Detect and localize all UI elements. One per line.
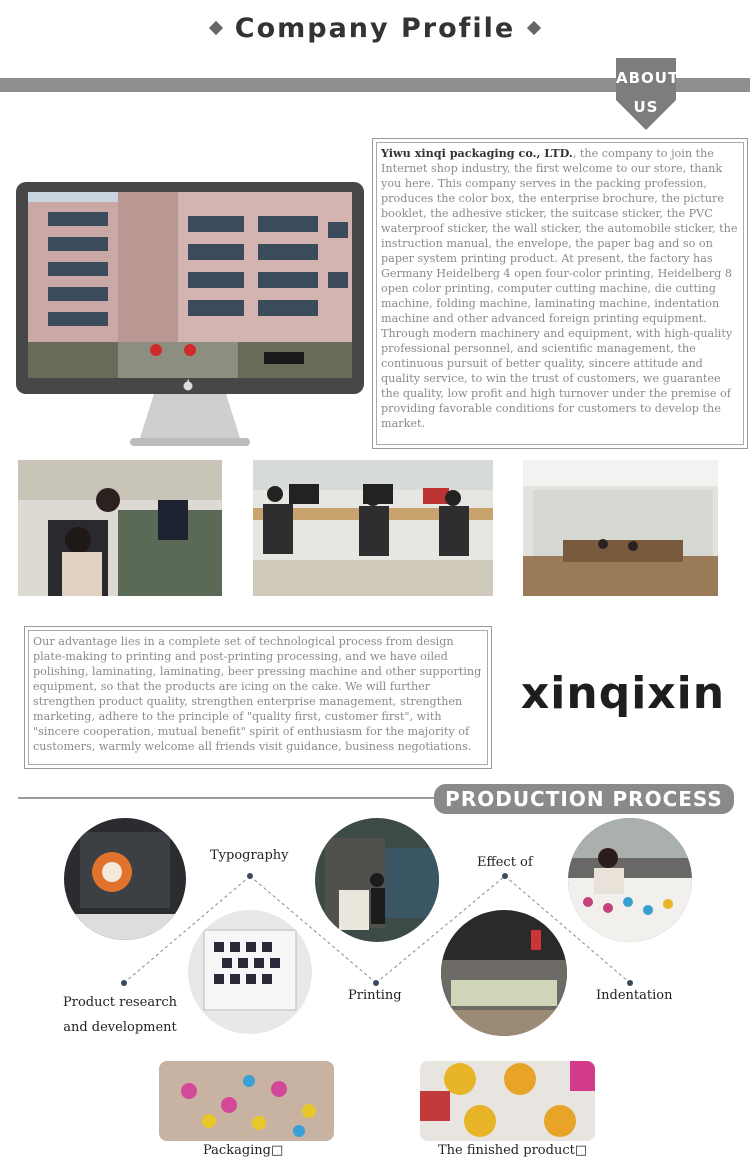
label-finished-product: The finished product□ [438, 1143, 588, 1158]
process-photo-indentation [568, 818, 692, 942]
about-label: ABOUT [616, 69, 680, 87]
page-title: Company Profile [234, 12, 516, 44]
label-indentation: Indentation [596, 988, 673, 1003]
company-name: Yiwu xinqi packaging co., LTD. [381, 146, 573, 160]
advantage-text: Our advantage lies in a complete set of technological process from design plate-making to printing and post-printing processing, and we have oiled polishing, laminating, laminating, beer pressing machine and other supporting equipment, so that the products are icing on the cake. We will further strengthen product quality, strengthen enterprise management, strengthen marketing, adhere to the principle of "quality first, customer first", with "sincere cooperation, mutual benefit" spirit of enthusiasm for the majority of customers, warmly welcome all friends visit guidance, business negotiations. [28, 630, 488, 765]
brand-logo-text: xinqixin [520, 668, 726, 719]
label-research: Product research and development [62, 995, 177, 1035]
production-process-heading: PRODUCTION PROCESS [434, 784, 734, 814]
us-label: US [633, 98, 659, 116]
process-photo-printing [315, 818, 439, 942]
label-packaging: Packaging□ [203, 1143, 284, 1158]
label-typography: Typography [210, 848, 289, 863]
company-intro-text: , the company to join the Internet shop industry, the first welcome to our store, thank you here. This company serves in the packing profession, produces the color box, the enterprise brochure, the picture booklet, the adhesive sticker, the suitcase sticker, the PVC waterproof sticker, the wall sticker, the automobile sticker, the instruction manual, the envelope, the paper bag and so on paper system printing product. At present, the factory has Germany Heidelberg 4 open four-color printing, Heidelberg 8 open color printing, computer cutting machine, die cutting machine, folding machine, laminating machine, indentation machine and other advanced foreign printing equipment. Through modern machinery and equipment, with high-quality professional personnel, and scientific management, the continuous pursuit of better quality, sincere attitude and quality service, to win the trust of customers, we guarantee the quality, low profit and high turnover under the premise of providing favorable conditions for customers to develop the market. [381, 147, 738, 430]
process-photo-typography [188, 910, 312, 1034]
label-printing: Printing [348, 988, 402, 1003]
finished-product-photo [420, 1061, 595, 1141]
process-photo-effect [441, 910, 567, 1036]
packaging-photo [159, 1061, 334, 1141]
process-photo-design [64, 818, 186, 940]
label-effect: Effect of [477, 855, 533, 870]
